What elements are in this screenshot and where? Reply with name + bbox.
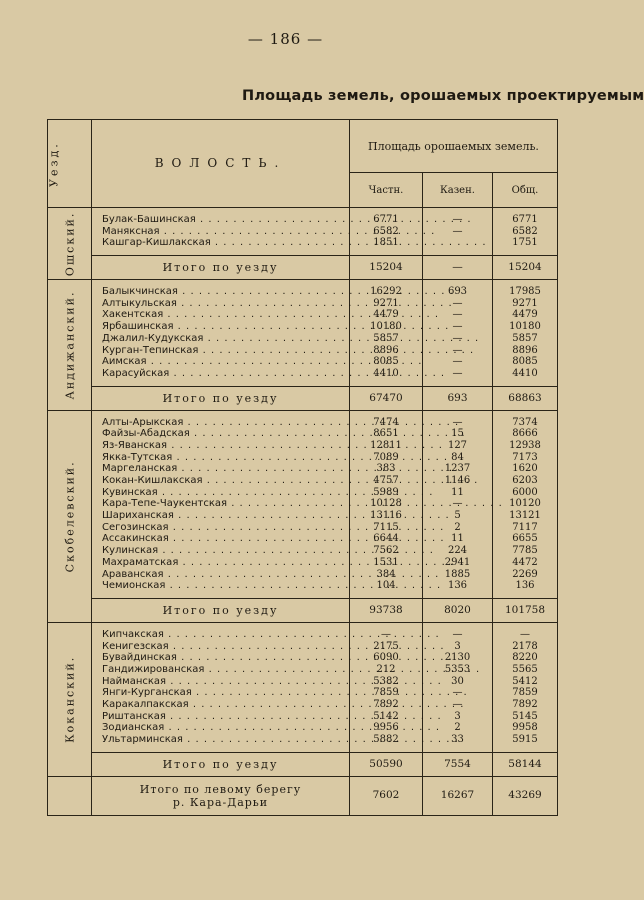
page-number: — 186 — (247, 30, 324, 48)
volost-name: Кара-Тепе-Чаукентская . . . (102, 498, 345, 510)
volost-name: Ассакинская . . . (102, 533, 345, 545)
grand-total-label-line1: Итого по левому берегу (139, 782, 302, 796)
state-value: 2941 (444, 556, 471, 568)
subtotal-label: Итого по уезду (92, 256, 350, 280)
subtotal-state: — (423, 256, 493, 280)
state-value: 5 (454, 510, 461, 522)
total-value: 4479 (512, 309, 538, 321)
volost-name: Файзы-Абадская . . . (102, 428, 345, 440)
table-body (48, 208, 558, 816)
volost-name: Каракалпакская . . . (102, 699, 345, 711)
state-value: 2 (454, 722, 461, 734)
header-total: Общ. (493, 173, 558, 208)
state-value: 2130 (444, 652, 471, 664)
state-value: 136 (447, 580, 468, 592)
volost-name: Якка-Тутская . . . (102, 452, 345, 464)
total-value: 8896 (512, 344, 538, 356)
state-value: — (452, 309, 463, 321)
private-value: 4479 (373, 309, 399, 321)
private-value: 7474 (373, 416, 399, 428)
volost-name: Риштанская . . . (102, 711, 345, 723)
total-value: 2178 (512, 640, 538, 652)
total-value: 4472 (512, 556, 538, 568)
volost-names (92, 208, 350, 256)
state-value: — (452, 367, 463, 379)
volost-name: Гандижированская . . . (102, 664, 345, 676)
total-value: 6000 (512, 486, 538, 498)
volost-name: Чемионская . . . (102, 580, 345, 592)
private-value: 6582 (373, 225, 399, 237)
volost-name: Маняксная . . . (102, 226, 345, 238)
total-value: 6203 (512, 475, 538, 486)
total-value: 7374 (512, 416, 538, 428)
total-value: 6582 (512, 225, 538, 237)
private-value: 8085 (373, 356, 399, 368)
total-value: 5145 (512, 710, 538, 722)
total-value: 6771 (512, 214, 538, 225)
state-value: 693 (447, 286, 468, 298)
state-value: 1237 (444, 463, 471, 475)
private-value: 6090 (373, 652, 399, 664)
private-value: 383 (376, 463, 396, 475)
private-value: 7089 (373, 451, 399, 463)
private-value: 5382 (373, 675, 399, 687)
private-value: 5882 (373, 734, 399, 746)
state-value: — (452, 699, 463, 710)
private-value: 6771 (373, 214, 399, 225)
volost-name: Шариханская . . . (102, 510, 345, 522)
subtotal-total: 101758 (493, 598, 558, 622)
grand-total-spacer (48, 776, 92, 815)
state-value: — (452, 332, 463, 344)
private-value: 16292 (370, 286, 402, 298)
volost-names (92, 410, 350, 598)
header-volost: ВОЛОСТЬ. (92, 120, 350, 208)
total-value: 5565 (512, 663, 538, 675)
subtotal-row (48, 752, 558, 776)
state-value: — (452, 321, 463, 333)
volost-name: Янги-Курганская . . . (102, 687, 345, 699)
volost-name: Кувинская . . . (102, 487, 345, 499)
private-value: 384 (376, 568, 396, 580)
section-row (48, 280, 558, 387)
private-value: — (381, 628, 391, 640)
subtotal-state: 8020 (423, 598, 493, 622)
subtotal-label: Итого по уезду (92, 752, 350, 776)
total-value: 17985 (509, 286, 541, 298)
subtotal-row (48, 598, 558, 622)
state-value: — (452, 687, 463, 699)
header-state: Казен. (423, 173, 493, 208)
volost-name: Алты-Арыкская . . . (102, 417, 345, 429)
irrigation-table (47, 119, 558, 816)
state-value: — (452, 416, 463, 428)
section-row (48, 208, 558, 256)
state-value: 3 (454, 640, 461, 652)
subtotal-private: 93738 (350, 598, 423, 622)
volost-name: Яз-Яванская . . . (102, 440, 345, 452)
total-value: 7859 (512, 687, 538, 699)
state-value: 11 (451, 533, 464, 545)
total-value: 9271 (512, 297, 538, 309)
private-value: 7859 (373, 687, 399, 699)
private-value: 1851 (373, 237, 399, 249)
total-value: 1751 (512, 237, 538, 249)
volost-name: Сегозинская . . . (102, 522, 345, 534)
state-value: 84 (451, 451, 464, 463)
state-value: — (452, 344, 463, 356)
subtotal-label: Итого по уезду (92, 598, 350, 622)
state-value: 33 (451, 734, 464, 746)
section-row (48, 622, 558, 752)
grand-total-label (92, 776, 350, 815)
total-value: 136 (515, 580, 535, 592)
header-private: Частн. (350, 173, 423, 208)
state-value: 2 (454, 521, 461, 533)
subtotal-label: Итого по уезду (92, 386, 350, 410)
private-value: 1531 (373, 556, 399, 568)
total-value: 9958 (512, 722, 538, 734)
total-value: 7892 (512, 699, 538, 710)
total-value: 6655 (512, 533, 538, 545)
state-value: 224 (447, 545, 468, 557)
volost-name: Кокан-Кишлакская . . . (102, 475, 345, 487)
private-value: 2175 (373, 640, 399, 652)
private-value: 8651 (373, 428, 399, 440)
total-value: 8085 (512, 356, 538, 368)
total-value: 12938 (509, 439, 541, 451)
state-value: — (452, 356, 463, 368)
total-value: 2269 (512, 568, 538, 580)
subtotal-row (48, 256, 558, 280)
volost-name: Булак-Башинская . . . (102, 214, 345, 226)
private-value: 6644 (373, 533, 399, 545)
state-value: 11 (451, 486, 464, 498)
uezd-name: Ошский. (48, 208, 92, 280)
total-value: 8220 (512, 652, 538, 664)
volost-name: Кенигезская . . . (102, 641, 345, 653)
volost-name: Джалил-Кудукская . . . (102, 333, 345, 345)
state-value: — (452, 214, 463, 225)
total-value: 4410 (512, 367, 538, 379)
volost-name: Ультарминская . . . (102, 734, 345, 746)
state-value: — (452, 225, 463, 237)
total-value: 7117 (512, 521, 538, 533)
subtotal-row (48, 386, 558, 410)
volost-name: Зодианская . . . (102, 722, 345, 734)
volost-name: Бувайдинская . . . (102, 652, 345, 664)
total-value: 5412 (512, 675, 538, 687)
volost-name: Кипчакская . . . (102, 629, 345, 641)
subtotal-total: 58144 (493, 752, 558, 776)
volost-name: Маргеланская . . . (102, 463, 345, 475)
subtotal-total: 68863 (493, 386, 558, 410)
state-value: — (452, 628, 463, 640)
total-values (493, 622, 558, 752)
subtotal-private: 67470 (350, 386, 423, 410)
volost-names (92, 280, 350, 387)
private-value: 4410 (373, 367, 399, 379)
volost-name: Хакентская . . . (102, 309, 345, 321)
subtotal-private: 15204 (350, 256, 423, 280)
subtotal-private: 50590 (350, 752, 423, 776)
subtotal-state: 7554 (423, 752, 493, 776)
state-value: 30 (451, 675, 464, 687)
total-value: — (520, 628, 530, 640)
state-value: — (452, 297, 463, 309)
grand-total-total: 43269 (493, 776, 558, 815)
state-value: — (452, 498, 463, 510)
volost-name: Аимская . . . (102, 356, 345, 368)
uezd-name: Скобелевский. (48, 410, 92, 622)
total-value: 13121 (509, 510, 541, 522)
private-value: 9956 (373, 722, 399, 734)
volost-name: Найманская . . . (102, 676, 345, 688)
volost-name: Балыкчинская . . . (102, 286, 345, 298)
private-value: 7892 (373, 699, 399, 710)
volost-name: Кашгар-Кишлакская . . . (102, 237, 345, 249)
state-value: 127 (447, 439, 468, 451)
volost-name: Араванская . . . (102, 569, 345, 581)
total-values (493, 208, 558, 256)
state-value: 5353 (444, 663, 471, 675)
private-value: 212 (376, 663, 396, 675)
total-value: 8666 (512, 428, 538, 440)
private-value: 5989 (373, 486, 399, 498)
subtotal-state: 693 (423, 386, 493, 410)
total-value: 7173 (512, 451, 538, 463)
private-value: 9271 (373, 297, 399, 309)
volost-name: Кулинская . . . (102, 545, 345, 557)
total-value: 1620 (512, 463, 538, 475)
total-value: 7785 (512, 545, 538, 557)
total-value: 5857 (512, 332, 538, 344)
private-value: 12811 (370, 439, 402, 451)
state-value: 1885 (444, 568, 471, 580)
private-value: 5857 (373, 332, 399, 344)
grand-total-label-line2: р. Кара-Дарьи (172, 795, 269, 809)
private-value: 7115 (373, 521, 399, 533)
private-value: 8896 (373, 344, 399, 356)
total-value: 10180 (509, 321, 541, 333)
state-value: 3 (454, 710, 461, 722)
private-value: 7562 (373, 545, 399, 557)
private-value: 5142 (373, 710, 399, 722)
volost-name: Алтыкульская . . . (102, 298, 345, 310)
header-uezd: Уезд. (48, 120, 92, 208)
total-value: 10120 (509, 498, 541, 510)
table-title: Площадь земель, орошаемых проектируемым (242, 88, 644, 104)
total-values (493, 280, 558, 387)
private-value: 104 (376, 580, 396, 592)
header-area: Площадь орошаемых земель. (350, 120, 558, 173)
section-row (48, 410, 558, 598)
private-value: 13116 (370, 510, 402, 522)
state-value: 15 (451, 428, 464, 440)
uezd-name: Андижанский. (48, 280, 92, 411)
private-value: 4757 (373, 475, 399, 486)
grand-total-state: 16267 (423, 776, 493, 815)
volost-name: Ярбашинская . . . (102, 321, 345, 333)
volost-name: Махраматская . . . (102, 557, 345, 569)
grand-total-private: 7602 (350, 776, 423, 815)
private-value: 10128 (370, 498, 402, 510)
state-value: 1146 (444, 475, 471, 486)
volost-name: Курган-Тепинская . . . (102, 345, 345, 357)
volost-names (92, 622, 350, 752)
grand-total-row (48, 776, 558, 815)
volost-name: Карасуйская . . . (102, 368, 345, 380)
subtotal-total: 15204 (493, 256, 558, 280)
private-value: 10180 (370, 321, 402, 333)
total-value: 5915 (512, 734, 538, 746)
uezd-name: Коканский. (48, 622, 92, 776)
